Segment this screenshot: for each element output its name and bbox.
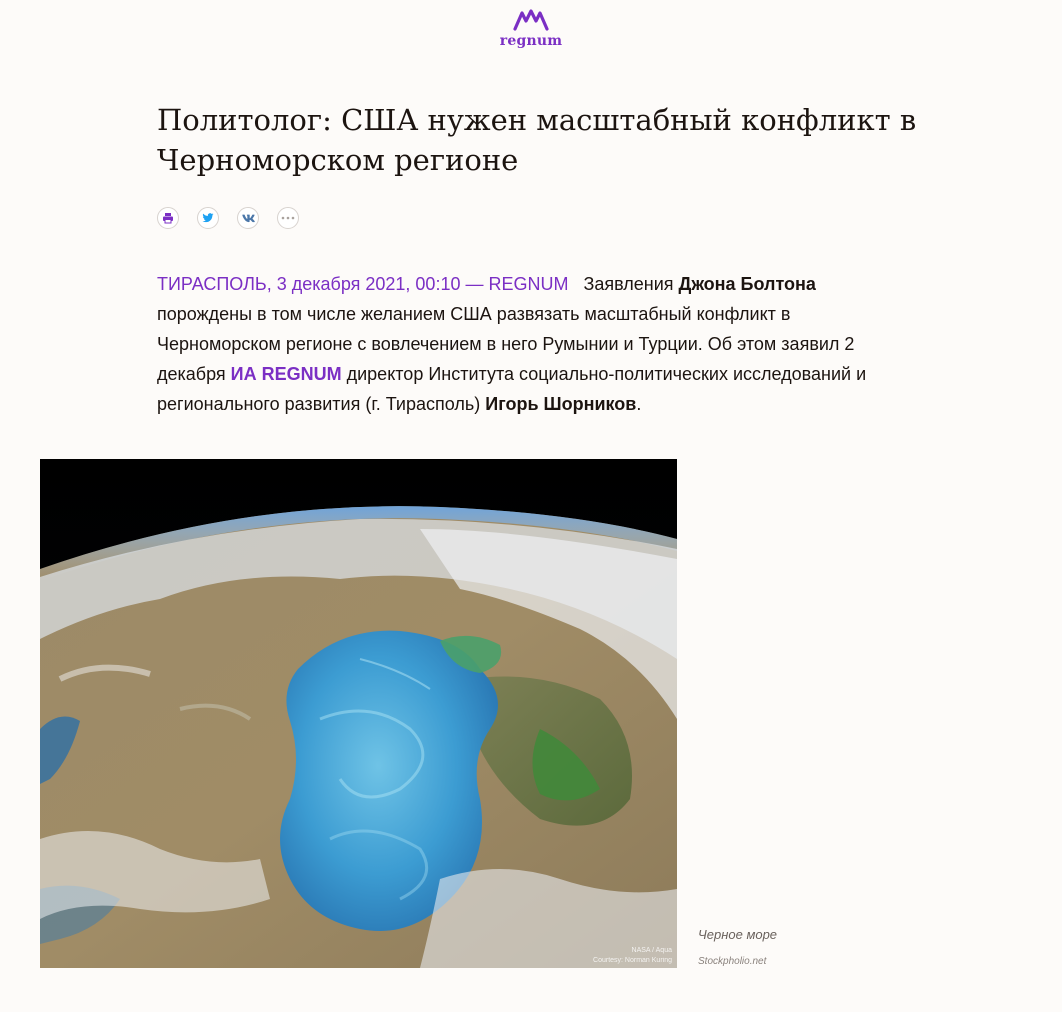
article-lead <box>157 269 897 419</box>
lead-text-3: директор Института социально-политических исследований и регионального развития (г. Тирасполь) <box>157 364 867 414</box>
image-credit[interactable]: Stockpholio.net <box>698 956 767 967</box>
vk-share-button[interactable] <box>237 207 259 229</box>
share-bar <box>157 207 299 229</box>
print-icon <box>162 212 174 224</box>
twitter-icon <box>202 212 214 224</box>
lead-text-2: порождены в том числе желанием США развязать масштабный конфликт в Черноморском регионе с вовлечением в него Румынии и Турции. Об этом заявил 2 декабря <box>157 304 855 384</box>
site-logo-text: regnum <box>499 33 563 49</box>
more-icon <box>281 216 295 220</box>
image-watermark-line1: NASA / Aqua <box>631 947 672 954</box>
lead-text-end: . <box>636 394 642 414</box>
lead-text-1: Заявления <box>583 274 679 294</box>
site-logo[interactable] <box>0 8 1062 49</box>
vk-icon <box>242 214 255 223</box>
more-share-button[interactable] <box>277 207 299 229</box>
image-caption: Черное море <box>698 927 778 942</box>
image-watermark-line2: Courtesy: Norman Kuring <box>593 957 672 964</box>
black-sea-satellite-image[interactable] <box>40 459 677 968</box>
agency-link[interactable]: ИА REGNUM <box>230 364 342 384</box>
article-title: Политолог: США нужен масштабный конфликт в Черноморском регионе <box>157 103 917 177</box>
print-button[interactable] <box>157 207 179 229</box>
twitter-share-button[interactable] <box>197 207 219 229</box>
person-name-bolton: Джона Болтона <box>678 274 816 294</box>
person-name-shornikov: Игорь Шорников <box>485 394 637 414</box>
mountain-peaks-icon <box>513 8 549 32</box>
article-dateline: ТИРАСПОЛЬ, 3 декабря 2021, 00:10 — REGNUM <box>157 274 569 294</box>
